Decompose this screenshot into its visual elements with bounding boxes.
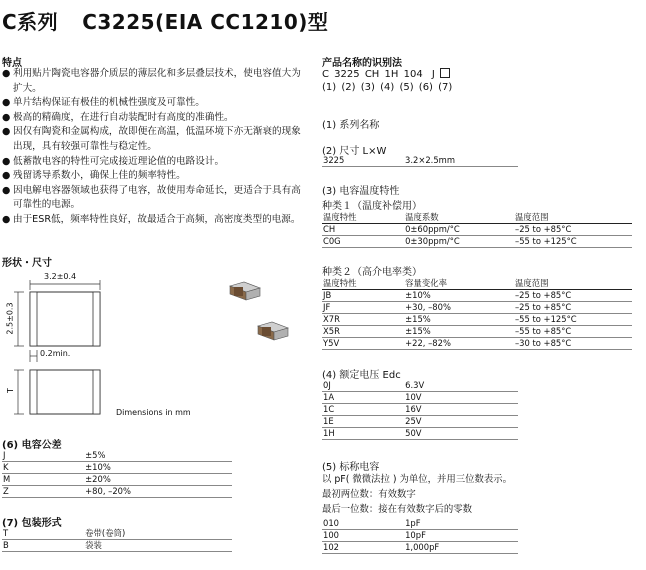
feature-item: ● 因仅有陶瓷和金属构成，故即便在高温，低温环境下亦无渐衰的现象出现，具有较强可靠性与稳定性。 (2, 126, 301, 152)
length-label: 3.2±0.4 (44, 272, 77, 281)
table-cell: 50V (404, 428, 518, 440)
table-cell: +80, –20% (84, 486, 232, 498)
table-cell: 100 (322, 530, 404, 542)
table-cell: 3225 (322, 155, 404, 167)
series-title: C系列 (2, 10, 59, 34)
table-cell: 10pF (404, 530, 518, 542)
feature-item: ● 由于ESR低，频率特性良好，故最适合于高频，高密度类型的电源。 (2, 213, 308, 228)
table-cell: X5R (322, 326, 404, 338)
naming-heading: 产品名称的识别法 (322, 58, 402, 69)
table-row (322, 530, 518, 542)
table-row (322, 302, 632, 314)
table-cell: ±15% (404, 326, 514, 338)
table-cell: 1pF (404, 518, 518, 530)
table-row (2, 540, 232, 552)
table-row (2, 528, 232, 540)
column-header: 容量变化率 (404, 278, 514, 290)
table-cell: +30, –80% (404, 302, 514, 314)
table-row (322, 224, 632, 236)
table-cell: Y5V (322, 338, 404, 350)
table-header-row (322, 278, 632, 290)
feature-item: ● 低蓄散电容的特性可完成接近理论值的电路设计。 (2, 155, 308, 170)
capacitance-notes: 以 pF( 微微法拉 ) 为单位，并用三位数表示。 最初两位数：有效数字 最后一位数：接在有效数字后的零数 (322, 474, 512, 515)
table-cell: 1H (322, 428, 404, 440)
feature-item: ● 残留诱导系数小，确保上佳的频率特性。 (2, 169, 308, 184)
class1-table (322, 212, 632, 248)
table-header-row (322, 212, 632, 224)
chip-image-2 (258, 322, 288, 340)
table-cell: 0±60ppm/°C (404, 224, 514, 236)
table-row (322, 404, 518, 416)
tolerance-table (2, 450, 232, 498)
table-cell: 袋装 (84, 540, 232, 552)
table-cell: 10V (404, 392, 518, 404)
bullet-icon: ● (2, 170, 11, 182)
size-table (322, 155, 518, 167)
table-row (322, 542, 518, 554)
table-cell: –30 to +85°C (514, 338, 632, 350)
thickness-label: T (5, 388, 15, 393)
voltage-table (322, 380, 518, 440)
shape-heading: 形状・尺寸 (2, 258, 52, 269)
table-cell: J (2, 450, 84, 462)
features-list (2, 67, 308, 228)
table-row (322, 416, 518, 428)
table-cell: 6.3V (404, 380, 518, 392)
table-row (322, 338, 632, 350)
table-cell: 1E (322, 416, 404, 428)
table-cell: C0G (322, 236, 404, 248)
table-row (2, 462, 232, 474)
naming-numbers: (1) (2) (3) (4) (5) (6) (7) (322, 82, 453, 93)
table-row (322, 236, 632, 248)
table-cell: M (2, 474, 84, 486)
table-cell: –25 to +85°C (514, 224, 632, 236)
table-row (322, 380, 518, 392)
bullet-icon: ● (2, 184, 11, 196)
page-title (2, 6, 328, 35)
table-cell: –55 to +125°C (514, 314, 632, 326)
class1-heading: 种类１（温度补偿用） (322, 201, 422, 212)
table-cell: –55 to +125°C (514, 236, 632, 248)
table-cell: ±10% (84, 462, 232, 474)
column-header: 温度系数 (404, 212, 514, 224)
capacitance-table (322, 518, 518, 554)
temp-heading: (3) 电容温度特性 (322, 186, 400, 197)
feature-item: ● 因电解电容器领域也获得了电容，故使用寿命延长，更适合于具有高可靠性的电源。 (2, 184, 301, 211)
feature-item: ● 单片结构保证有极佳的机械性强度及可靠性。 (2, 96, 308, 111)
packaging-table (2, 528, 232, 552)
bullet-icon: ● (2, 97, 11, 109)
units-label: Dimensions in mm (116, 408, 191, 417)
class2-heading: 种类２（高介电率类） (322, 267, 422, 278)
table-cell: Z (2, 486, 84, 498)
table-cell: 102 (322, 542, 404, 554)
table-cell: –25 to +85°C (514, 302, 632, 314)
column-header: 温度特性 (322, 212, 404, 224)
capacitance-heading: (5) 标称电容 (322, 462, 380, 473)
table-row (322, 314, 632, 326)
bullet-icon: ● (2, 213, 11, 225)
size-heading: (2) 尺寸 L×W (322, 146, 387, 157)
chip-image-1 (230, 282, 260, 300)
table-cell: B (2, 540, 84, 552)
column-header: 温度特性 (322, 278, 404, 290)
table-cell: JF (322, 302, 404, 314)
term-label: 0.2min. (40, 349, 71, 358)
table-cell: ±20% (84, 474, 232, 486)
table-row (322, 392, 518, 404)
table-cell: 0±30ppm/°C (404, 236, 514, 248)
column-header: 温度范围 (514, 212, 632, 224)
box-icon (440, 68, 450, 78)
table-cell: 1C (322, 404, 404, 416)
table-cell: K (2, 462, 84, 474)
bullet-icon: ● (2, 155, 11, 167)
table-cell: 25V (404, 416, 518, 428)
series-name-heading: (1) 系列名称 (322, 120, 380, 131)
table-cell: ±5% (84, 450, 232, 462)
feature-item: ● 极高的精确度，在进行自动装配时有高度的准确性。 (2, 111, 308, 126)
table-cell: 0J (322, 380, 404, 392)
table-row (322, 518, 518, 530)
table-cell: +22, –82% (404, 338, 514, 350)
table-cell: T (2, 528, 84, 540)
class2-table (322, 278, 632, 350)
bullet-icon: ● (2, 126, 11, 138)
table-row (322, 428, 518, 440)
table-row (2, 450, 232, 462)
features-heading: 特点 (2, 58, 22, 69)
packaging-heading: (7) 包装形式 (2, 518, 62, 529)
table-row (2, 474, 232, 486)
table-cell: 010 (322, 518, 404, 530)
table-row (2, 486, 232, 498)
table-cell: –55 to +85°C (514, 326, 632, 338)
bullet-icon: ● (2, 111, 11, 123)
width-label: 2.5±0.3 (5, 302, 15, 335)
table-cell: 16V (404, 404, 518, 416)
table-cell: 1,000pF (404, 542, 518, 554)
table-row (322, 290, 632, 302)
table-cell: CH (322, 224, 404, 236)
feature-item: ● 利用贴片陶瓷电容器介质层的薄层化和多层叠层技术，使电容值大为扩大。 (2, 68, 301, 94)
voltage-heading: (4) 额定电压 Edc (322, 370, 401, 381)
bullet-icon: ● (2, 68, 11, 79)
table-row (322, 326, 632, 338)
table-cell: ±15% (404, 314, 514, 326)
chip-photo (228, 280, 298, 350)
table-row (322, 155, 518, 167)
table-cell: JB (322, 290, 404, 302)
table-cell: 3.2×2.5mm (404, 155, 518, 167)
model-title: C3225(EIA CC1210)型 (82, 10, 329, 34)
naming-codes: C 3225 CH 1H 104 J (322, 68, 450, 80)
column-header: 温度范围 (514, 278, 632, 290)
table-cell: 1A (322, 392, 404, 404)
table-cell: ±10% (404, 290, 514, 302)
table-cell: –25 to +85°C (514, 290, 632, 302)
table-cell: X7R (322, 314, 404, 326)
tolerance-heading: (6) 电容公差 (2, 440, 62, 451)
table-cell: 卷带(卷筒) (84, 528, 232, 540)
